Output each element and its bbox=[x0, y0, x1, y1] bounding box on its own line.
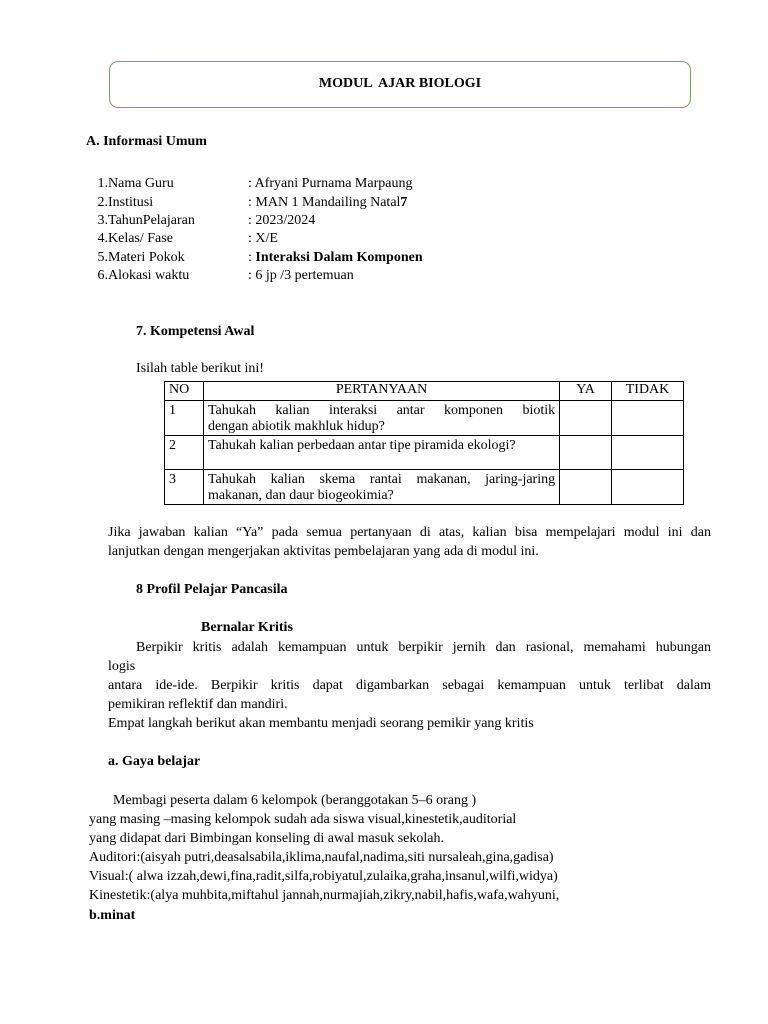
row-number: 1 bbox=[165, 401, 204, 436]
header-no-answer: TIDAK bbox=[612, 382, 684, 401]
competency-table bbox=[164, 381, 684, 505]
row-question: Tahukah kalian skema rantai makanan, jaring-jaring makanan, dan daur biogeokimia? bbox=[203, 470, 559, 505]
learning-style-line: yang masing –masing kelompok sudah ada siswa visual,kinestetik,auditorial bbox=[89, 812, 517, 827]
table-note: Jika jawaban kalian “Ya” pada semua pertanyaan di atas, kalian bisa mempelajari modul ini dan lanjutkan dengan mengerjakan aktivitas pembelajaran yang ada di modul ini. bbox=[108, 525, 711, 559]
table-row bbox=[165, 470, 684, 505]
title-box bbox=[109, 61, 691, 108]
table-header-row bbox=[165, 382, 684, 401]
no-cell[interactable] bbox=[612, 470, 684, 505]
section-7-heading: 7. Kompetensi Awal bbox=[136, 324, 255, 339]
critical-thinking-body: Berpikir kritis adalah kemampuan untuk berpikir jernih dan rasional, memahami hubungan logis antara ide-ide. Berpikir kritis dapat digambarkan sebagai kemampuan untuk terlibat dalam pemikiran reflektif dan mandiri. Empat langkah berikut akan membantu menjadi seorang pemikir yang kritis bbox=[108, 640, 711, 731]
yes-cell[interactable] bbox=[560, 470, 612, 505]
table-row bbox=[165, 436, 684, 470]
table-instruction: Isilah table berikut ini! bbox=[136, 361, 264, 376]
learning-style-line: Visual:( alwa izzah,dewi,fina,radit,silfa,robiyatul,zulaika,graha,insanul,wilfi,widya) bbox=[89, 869, 558, 884]
document-title: MODUL AJAR BIOLOGI bbox=[318, 76, 482, 91]
yes-cell[interactable] bbox=[560, 436, 612, 470]
no-cell[interactable] bbox=[612, 436, 684, 470]
row-number: 2 bbox=[165, 436, 204, 470]
learning-style-line: Auditori:(aisyah putri,deasalsabila,iklima,naufal,nadima,siti nursaleah,gina,gadisa) bbox=[89, 850, 554, 865]
no-cell[interactable] bbox=[612, 401, 684, 436]
section-8-heading: 8 Profil Pelajar Pancasila bbox=[136, 582, 288, 597]
interest-heading: b.minat bbox=[89, 908, 136, 923]
header-question: PERTANYAAN bbox=[203, 382, 559, 401]
learning-style-line: yang didapat dari Bimbingan konseling di awal masuk sekolah. bbox=[89, 831, 444, 846]
section-a-heading: A. Informasi Umum bbox=[86, 134, 207, 149]
learning-style-line: Membagi peserta dalam 6 kelompok (beranggotakan 5–6 orang ) bbox=[113, 793, 477, 808]
learning-style-heading: a. Gaya belajar bbox=[108, 754, 201, 769]
learning-style-line: Kinestetik:(alya muhbita,miftahul jannah,nurmajiah,zikry,nabil,hafis,wafa,wahyuni, bbox=[89, 888, 560, 903]
row-number: 3 bbox=[165, 470, 204, 505]
header-yes: YA bbox=[560, 382, 612, 401]
yes-cell[interactable] bbox=[560, 401, 612, 436]
table-row bbox=[165, 401, 684, 436]
header-no: NO bbox=[165, 382, 204, 401]
row-question: Tahukah kalian perbedaan antar tipe piramida ekologi? bbox=[203, 436, 559, 470]
row-question: Tahukah kalian interaksi antar komponen biotik dengan abiotik makhluk hidup? bbox=[203, 401, 559, 436]
critical-thinking-heading: Bernalar Kritis bbox=[201, 620, 293, 635]
